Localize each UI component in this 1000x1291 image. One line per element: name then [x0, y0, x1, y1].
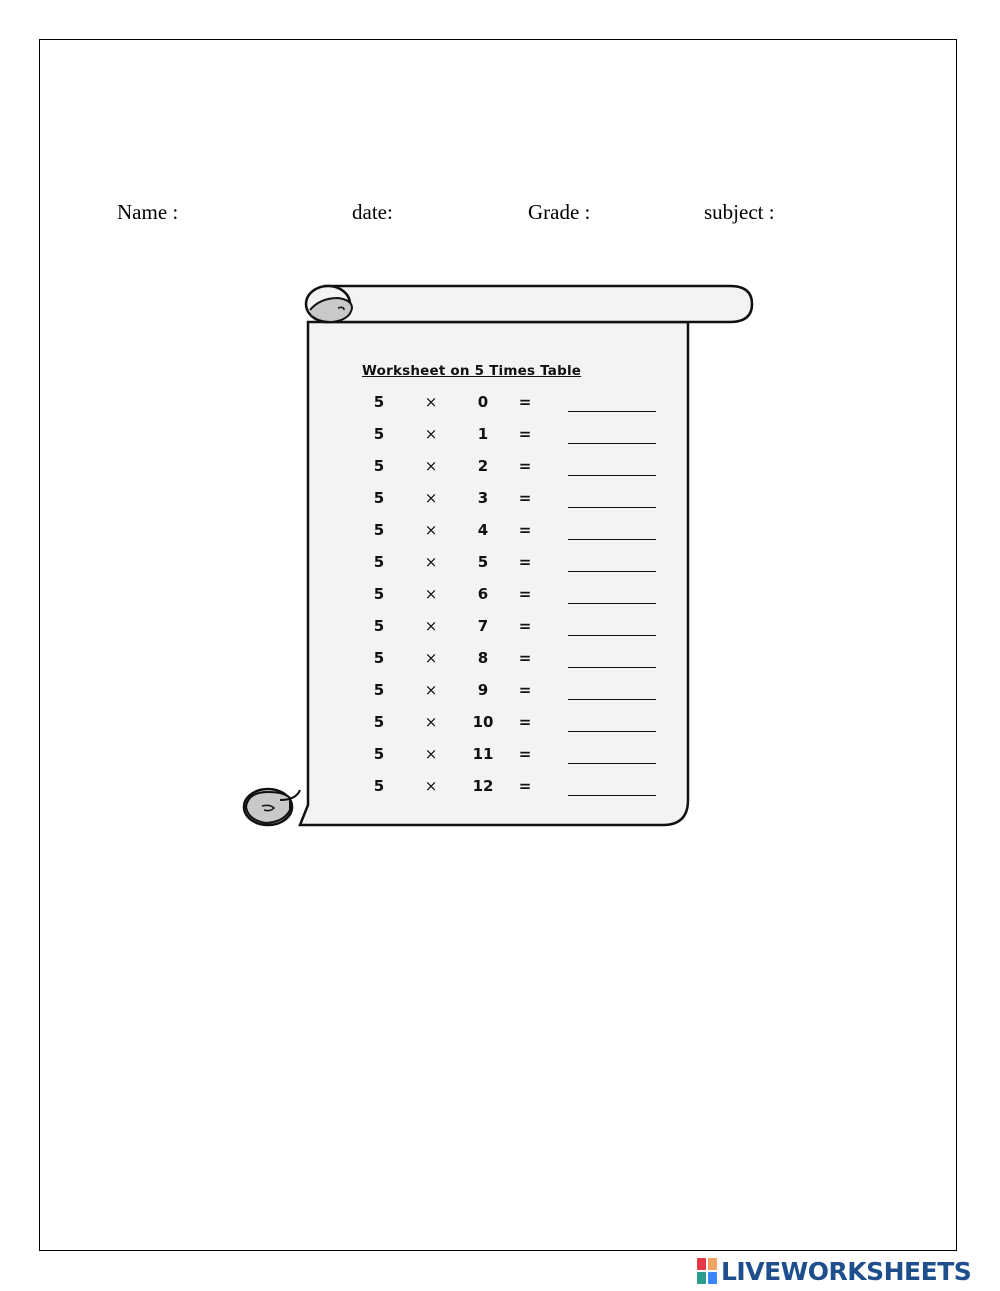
multiplier: 5 [373, 425, 385, 443]
multiplicand: 4 [477, 521, 489, 539]
multiplier: 5 [373, 681, 385, 699]
multiply-sign: × [424, 521, 438, 539]
worksheet-title: Worksheet on 5 Times Table [362, 363, 582, 379]
multiplier: 5 [373, 713, 385, 731]
answer-blank[interactable] [568, 795, 656, 796]
multiply-sign: × [424, 745, 438, 763]
multiplier: 5 [373, 553, 385, 571]
multiplier: 5 [373, 649, 385, 667]
answer-blank[interactable] [568, 411, 656, 412]
multiplier: 5 [373, 393, 385, 411]
multiply-sign: × [424, 489, 438, 507]
multiplicand: 3 [477, 489, 489, 507]
equals-sign: = [518, 777, 532, 795]
multiply-sign: × [424, 585, 438, 603]
answer-blank[interactable] [568, 475, 656, 476]
multiply-sign: × [424, 457, 438, 475]
multiply-sign: × [424, 713, 438, 731]
multiplicand: 6 [477, 585, 489, 603]
multiplicand: 7 [477, 617, 489, 635]
multiplier: 5 [373, 777, 385, 795]
equals-sign: = [518, 521, 532, 539]
answer-blank[interactable] [568, 571, 656, 572]
equals-sign: = [518, 713, 532, 731]
answer-blank[interactable] [568, 731, 656, 732]
answer-blank[interactable] [568, 539, 656, 540]
multiplier: 5 [373, 745, 385, 763]
multiply-sign: × [424, 777, 438, 795]
answer-blank[interactable] [568, 635, 656, 636]
multiplicand: 1 [477, 425, 489, 443]
equals-sign: = [518, 553, 532, 571]
multiplier: 5 [373, 489, 385, 507]
multiply-sign: × [424, 553, 438, 571]
answer-blank[interactable] [568, 699, 656, 700]
subject-label: subject : [704, 200, 775, 224]
multiplicand: 11 [472, 745, 494, 763]
multiply-sign: × [424, 649, 438, 667]
equals-sign: = [518, 617, 532, 635]
multiplicand: 10 [472, 713, 494, 731]
answer-blank[interactable] [568, 763, 656, 764]
multiplicand: 12 [472, 777, 494, 795]
multiply-sign: × [424, 425, 438, 443]
multiplicand: 0 [477, 393, 489, 411]
equals-sign: = [518, 745, 532, 763]
answer-blank[interactable] [568, 667, 656, 668]
multiplier: 5 [373, 585, 385, 603]
multiply-sign: × [424, 617, 438, 635]
multiplicand: 2 [477, 457, 489, 475]
multiplicand: 8 [477, 649, 489, 667]
multiplier: 5 [373, 457, 385, 475]
liveworksheets-logo [697, 1256, 971, 1286]
equals-sign: = [518, 489, 532, 507]
equals-sign: = [518, 649, 532, 667]
equals-sign: = [518, 681, 532, 699]
multiplier: 5 [373, 521, 385, 539]
liveworksheets-logo-text: LIVEWORKSHEETS [721, 1256, 972, 1286]
equals-sign: = [518, 425, 532, 443]
multiplicand: 5 [477, 553, 489, 571]
multiply-sign: × [424, 393, 438, 411]
multiplier: 5 [373, 617, 385, 635]
answer-blank[interactable] [568, 507, 656, 508]
multiply-sign: × [424, 681, 438, 699]
multiplicand: 9 [477, 681, 489, 699]
equals-sign: = [518, 457, 532, 475]
answer-blank[interactable] [568, 443, 656, 444]
name-label: Name : [117, 200, 179, 224]
equals-sign: = [518, 393, 532, 411]
date-label: date: [352, 200, 393, 224]
worksheet-scroll [240, 280, 760, 830]
equals-sign: = [518, 585, 532, 603]
grade-label: Grade : [528, 200, 591, 224]
liveworksheets-logo-icon [697, 1258, 717, 1284]
answer-blank[interactable] [568, 603, 656, 604]
